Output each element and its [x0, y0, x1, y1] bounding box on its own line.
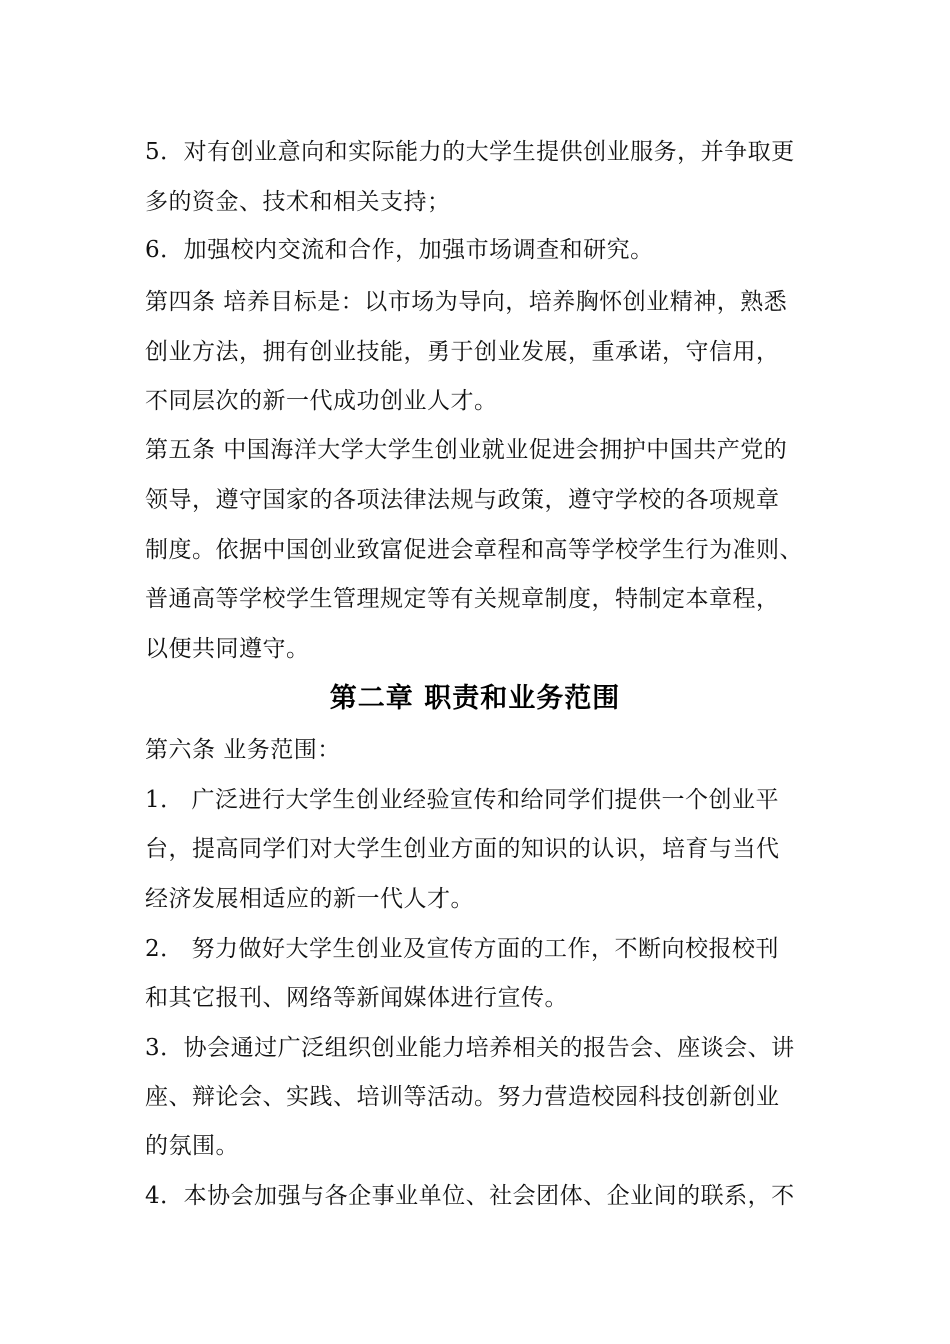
paragraph-line: 2． 努力做好大学生创业及宣传方面的工作，不断向校报校刊	[145, 936, 779, 962]
paragraph-line: 6．加强校内交流和合作，加强市场调查和研究。	[145, 237, 654, 263]
paragraph-line: 1． 广泛进行大学生创业经验宣传和给同学们提供一个创业平	[145, 787, 779, 813]
paragraph-line: 5．对有创业意向和实际能力的大学生提供创业服务，并争取更	[145, 139, 795, 165]
paragraph-line: 的氛围。	[145, 1133, 239, 1159]
paragraph-line: 领导，遵守国家的各项法律法规与政策，遵守学校的各项规章	[145, 487, 780, 513]
paragraph-line: 台，提高同学们对大学生创业方面的知识的认识，培育与当代	[145, 836, 780, 862]
paragraph-line: 制度。依据中国创业致富促进会章程和高等学校学生行为准则、	[145, 537, 803, 563]
paragraph-line: 4．本协会加强与各企事业单位、社会团体、企业间的联系，不	[145, 1183, 795, 1209]
paragraph-line: 座、辩论会、实践、培训等活动。努力营造校园科技创新创业	[145, 1084, 780, 1110]
paragraph-line: 经济发展相适应的新一代人才。	[145, 886, 474, 912]
paragraph-line: 多的资金、技术和相关支持；	[145, 189, 451, 215]
paragraph-line: 第六条 业务范围：	[145, 737, 341, 763]
paragraph-line: 第五条 中国海洋大学大学生创业就业促进会拥护中国共产党的	[145, 437, 788, 463]
paragraph-line: 3．协会通过广泛组织创业能力培养相关的报告会、座谈会、讲	[145, 1035, 795, 1061]
paragraph-line: 创业方法，拥有创业技能，勇于创业发展，重承诺，守信用，	[145, 339, 780, 365]
paragraph-line: 和其它报刊、网络等新闻媒体进行宣传。	[145, 985, 568, 1011]
paragraph-line: 普通高等学校学生管理规定等有关规章制度，特制定本章程，	[145, 586, 780, 612]
paragraph-line: 第四条 培养目标是：以市场为导向，培养胸怀创业精神，熟悉	[145, 289, 788, 315]
chapter-heading: 第二章 职责和业务范围	[329, 683, 621, 714]
paragraph-line: 不同层次的新一代成功创业人才。	[145, 388, 498, 414]
paragraph-line: 以便共同遵守。	[145, 636, 310, 662]
